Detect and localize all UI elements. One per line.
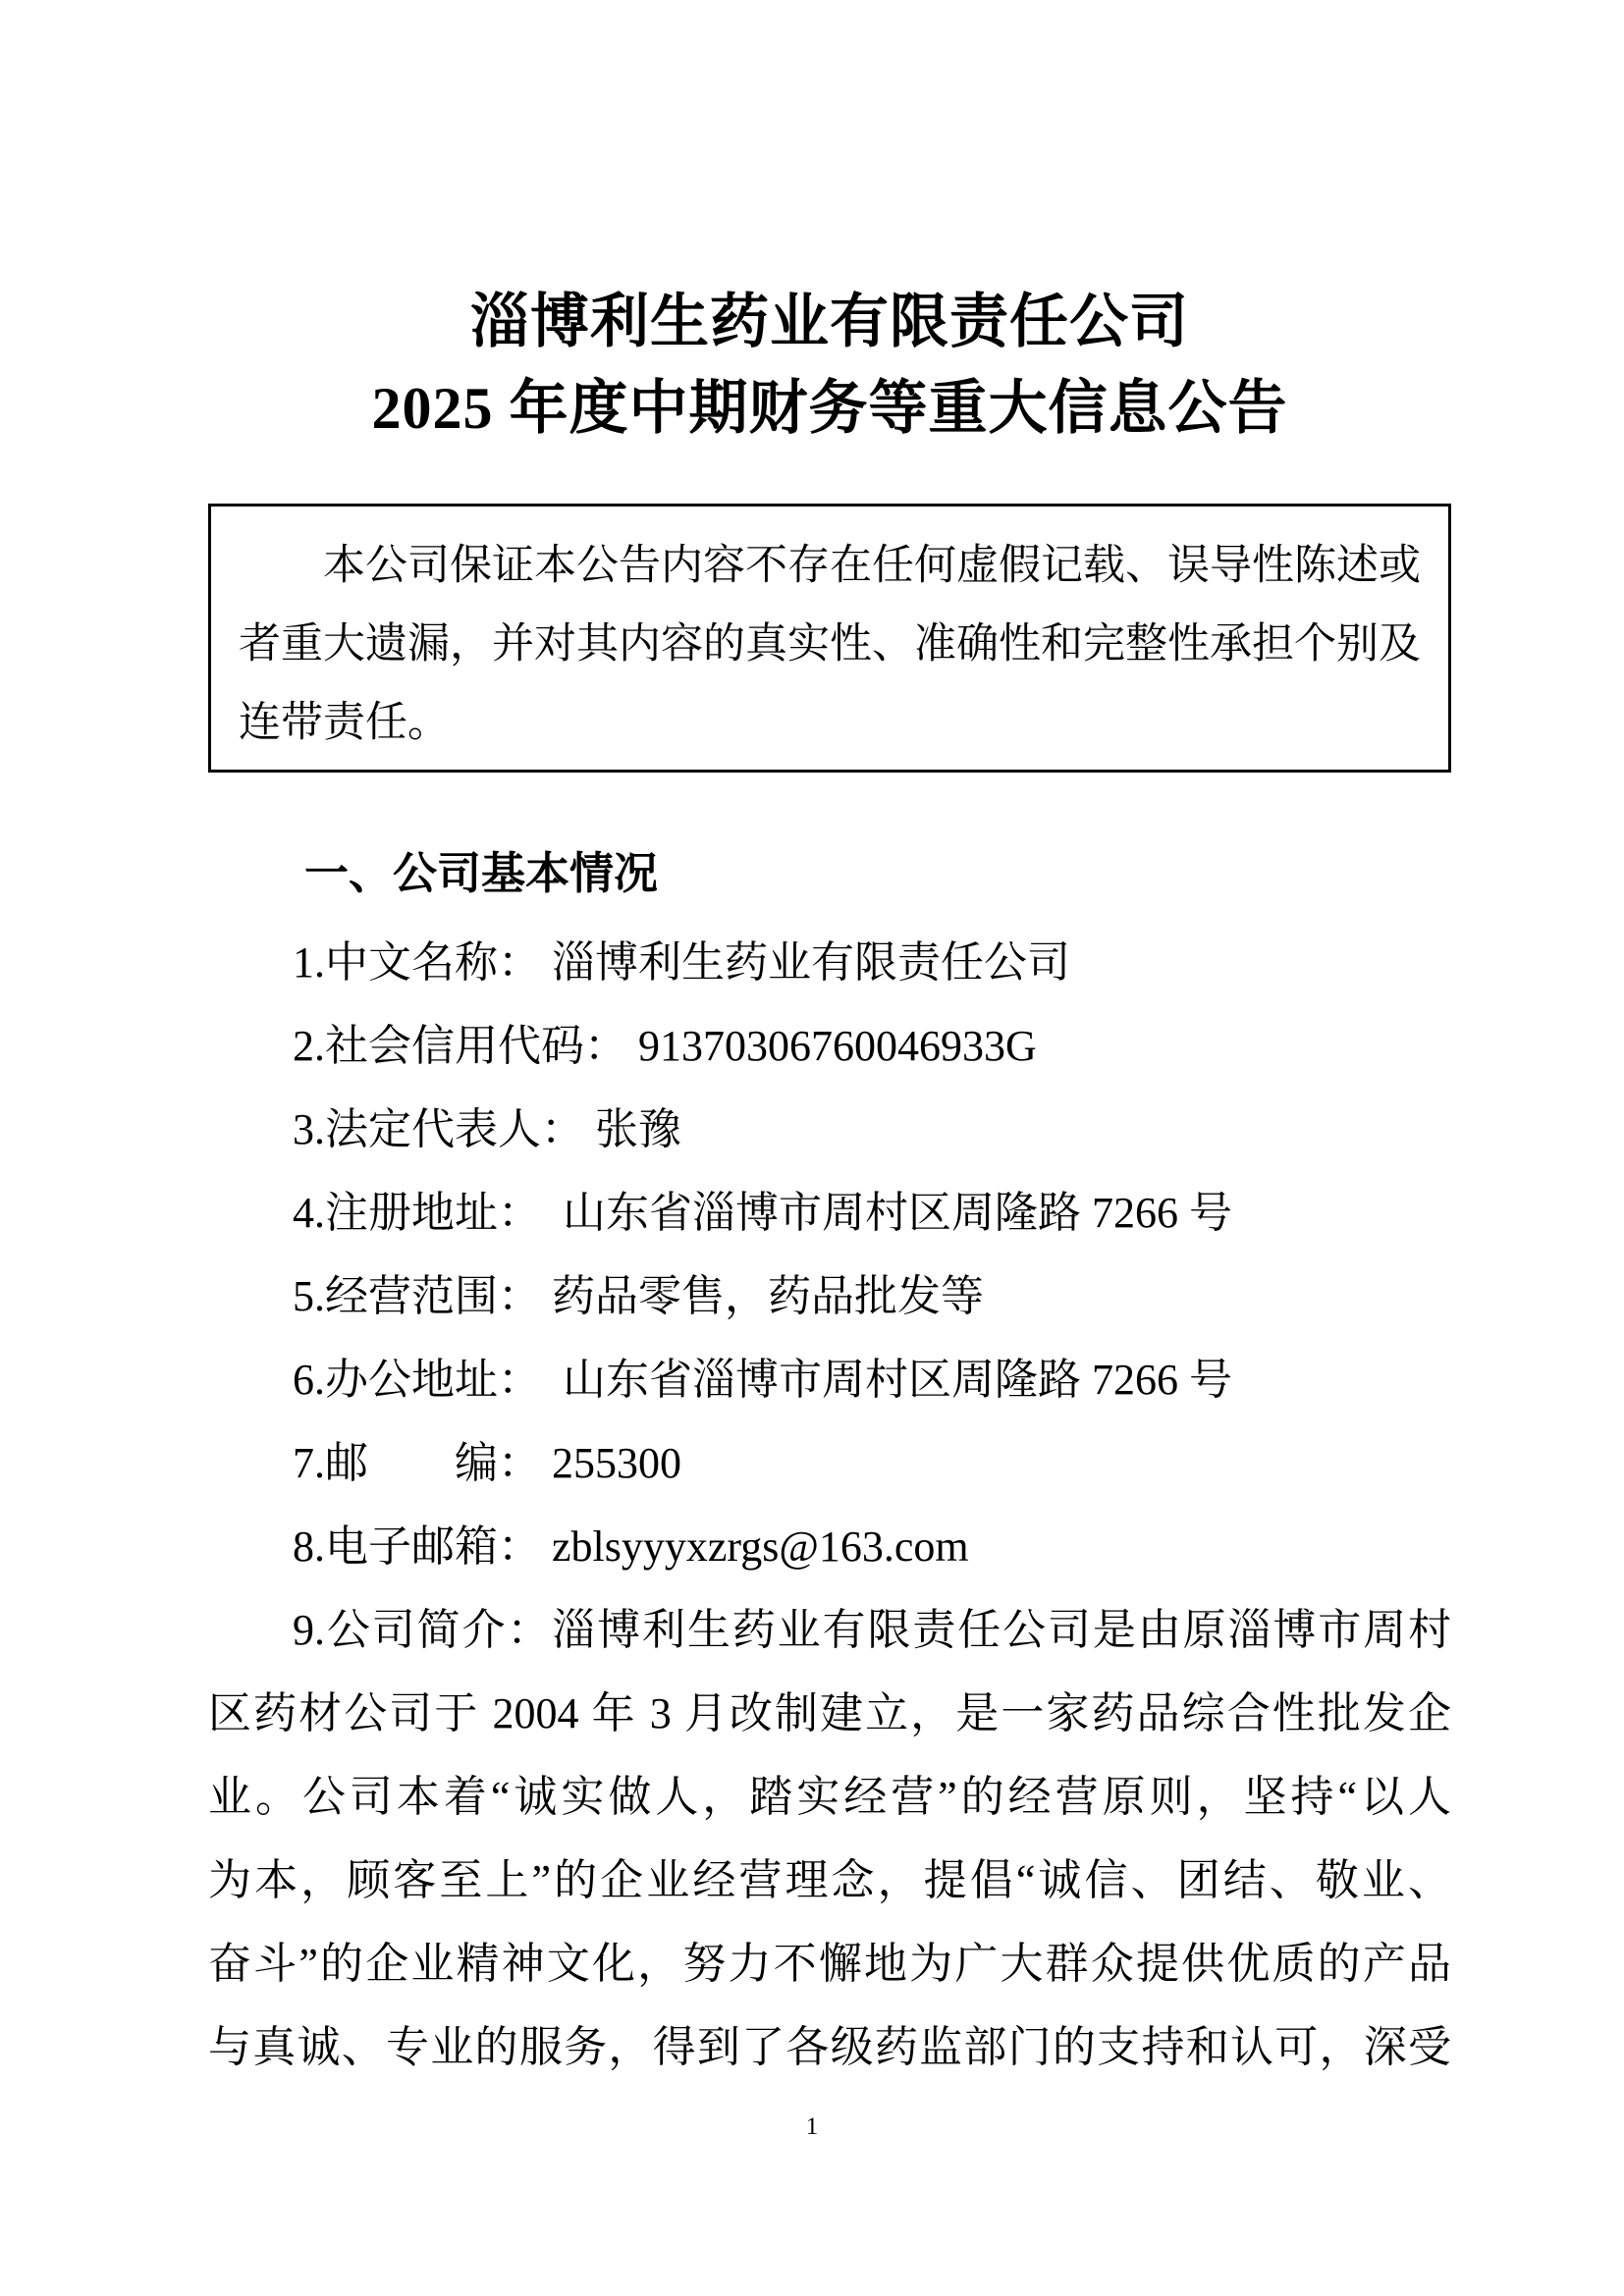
- title-line-1: 淄博利生药业有限责任公司: [470, 290, 1189, 354]
- document-title: [208, 279, 1451, 452]
- list-item-business-scope: 5.经营范围： 药品零售，药品批发等: [293, 1272, 984, 1320]
- list-item-legal-representative: 3.法定代表人： 张豫: [293, 1105, 681, 1153]
- disclaimer-box: [208, 504, 1451, 773]
- company-info-list: [208, 921, 1451, 2089]
- disclaimer-line: 本公司保证本公告内容不存在任何虚假记载、误导性陈述或: [323, 543, 1421, 589]
- company-profile-line: 区药材公司于 2004 年 3 月改制建立，是一家药品综合性批发企: [208, 1689, 1451, 1737]
- section-heading: 一、公司基本情况: [304, 848, 659, 898]
- list-item-office-address: 6.办公地址： 山东省淄博市周村区周隆路 7266 号: [293, 1356, 1232, 1404]
- disclaimer-line: 连带责任。: [239, 700, 450, 746]
- company-profile-line: 业。公司本着“诚实做人，踏实经营”的经营原则，坚持“以人: [208, 1773, 1451, 1821]
- page-number: 1: [805, 2113, 819, 2140]
- company-profile-line: 为本，顾客至上”的企业经营理念，提倡“诚信、团结、敬业、: [208, 1856, 1451, 1904]
- list-item-credit-code: 2.社会信用代码： 91370306760046933G: [293, 1022, 1037, 1070]
- list-item-postal-code: 7.邮 编： 255300: [293, 1439, 681, 1487]
- company-profile-line: 9.公司简介：淄博利生药业有限责任公司是由原淄博市周村: [293, 1606, 1451, 1654]
- disclaimer-line: 者重大遗漏，并对其内容的真实性、准确性和完整性承担个别及: [239, 621, 1421, 667]
- company-profile-line: 奋斗”的企业精神文化，努力不懈地为广大群众提供优质的产品: [208, 1940, 1451, 1988]
- title-line-2: 2025 年度中期财务等重大信息公告: [371, 376, 1288, 441]
- list-item-registered-address: 4.注册地址： 山东省淄博市周村区周隆路 7266 号: [293, 1189, 1232, 1237]
- list-item-email: 8.电子邮箱： zblsyyyxzrgs@163.com: [293, 1522, 969, 1571]
- company-profile-line: 与真诚、专业的服务，得到了各级药监部门的支持和认可，深受: [208, 2023, 1451, 2071]
- list-item-chinese-name: 1.中文名称： 淄博利生药业有限责任公司: [293, 938, 1070, 987]
